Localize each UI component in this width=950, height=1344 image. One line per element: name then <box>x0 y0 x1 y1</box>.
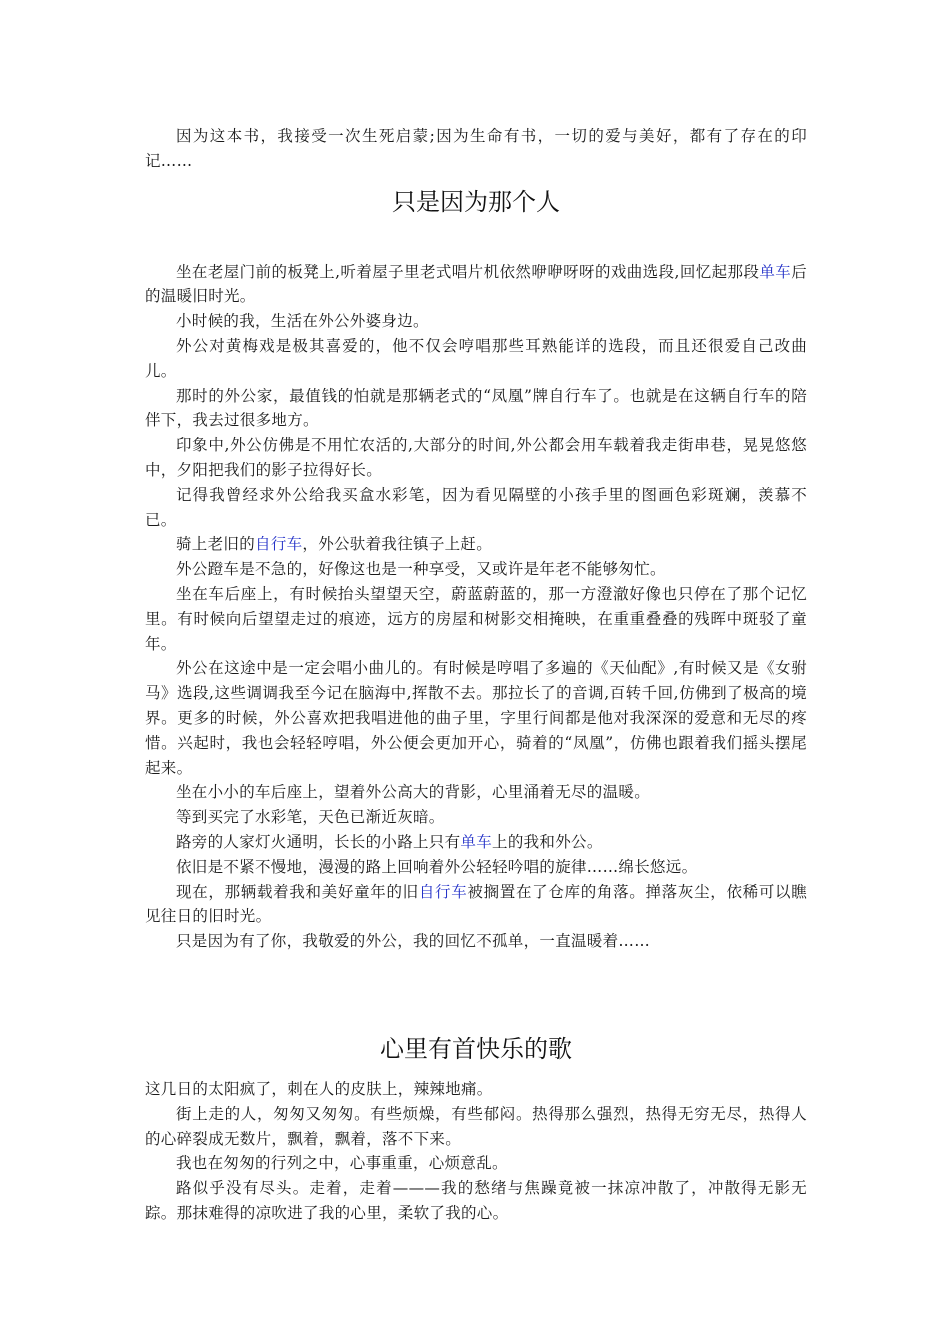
paragraph-text: 记得我曾经求外公给我买盒水彩笔，因为看见隔壁的小孩手里的图画色彩斑斓，羡慕不已。 <box>145 485 807 529</box>
paragraph-text: 外公蹬车是不急的，好像这也是一种享受，又或许是年老不能够匆忙。 <box>176 560 666 579</box>
paragraph <box>145 830 807 855</box>
document-page <box>145 124 807 1226</box>
paragraph-text: 那时的外公家，最值钱的怕就是那辆老式的“凤凰”牌自行车了。也就是在这辆自行车的陪伴下，我去过很多地方。 <box>145 386 807 430</box>
paragraph <box>145 532 807 557</box>
paragraph-text: 被搁置在了仓库的角落。掸落灰尘，依稀可以瞧见往日的旧时光。 <box>145 882 807 926</box>
paragraph-text: 骑上老旧的 <box>176 535 256 554</box>
paragraph <box>145 656 807 780</box>
paragraph: 我也在匆匆的行列之中，心事重重，心烦意乱。 <box>176 1154 508 1173</box>
paragraph-text: 印象中,外公仿佛是不用忙农活的,大部分的时间,外公都会用车载着我走街串巷，晃晃悠悠中，夕阳把我们的影子拉得好长。 <box>145 436 807 479</box>
paragraph-text: ，外公驮着我往镇子上赶。 <box>302 535 493 554</box>
paragraph <box>145 433 807 483</box>
article-title-1: 只是因为那个人 <box>392 187 560 216</box>
paragraph-text: 小时候的我，生活在外公外婆身边。 <box>176 312 429 331</box>
paragraph <box>145 483 807 533</box>
intro-paragraph: 因为这本书，我接受一次生死启蒙;因为生命有书，一切的爱与美好，都有了存在的印记…… <box>145 127 807 170</box>
paragraph-text: 路旁的人家灯火通明，长长的小路上只有 <box>176 832 461 851</box>
keyword-link[interactable]: 单车 <box>460 832 493 851</box>
article-body-2 <box>145 1077 807 1226</box>
paragraph-text: 依旧是不紧不慢地，漫漫的路上回响着外公轻轻吟唱的旋律……绵长悠远。 <box>176 857 698 876</box>
paragraph-text: 坐在车后座上，有时候抬头望望天空，蔚蓝蔚蓝的，那一方澄澈好像也只停在了那个记忆里。有时候向后望望走过的痕迹，远方的房屋和树影交相掩映，在重重叠叠的残晖中斑驳了童年。 <box>145 584 807 653</box>
paragraph <box>145 880 807 930</box>
paragraph <box>145 384 807 434</box>
paragraph <box>145 334 807 384</box>
paragraph-text: 只是因为有了你，我敬爱的外公，我的回忆不孤单，一直温暖着…… <box>176 932 651 951</box>
paragraph <box>145 929 807 954</box>
paragraph <box>145 557 807 582</box>
paragraph-text: 坐在老屋门前的板凳上,听着屋子里老式唱片机依然咿咿呀呀的戏曲选段,回忆起那段 <box>176 262 760 281</box>
paragraph-text: 上的我和外公。 <box>492 832 603 851</box>
paragraph-text: 坐在小小的车后座上，望着外公高大的背影，心里涌着无尽的温暖。 <box>176 783 651 802</box>
keyword-link[interactable]: 自行车 <box>418 882 468 901</box>
paragraph <box>145 582 807 656</box>
paragraph <box>145 855 807 880</box>
article-body-1 <box>145 260 807 954</box>
paragraph <box>145 260 807 310</box>
paragraph: 街上走的人，匆匆又匆匆。有些烦燥，有些郁闷。热得那么强烈，热得无穷无尽，热得人的心碎裂成无数片，飘着，飘着，落不下来。 <box>145 1104 807 1148</box>
paragraph-text: 现在，那辆载着我和美好童年的旧 <box>176 882 419 901</box>
article-title-2: 心里有首快乐的歌 <box>380 1034 572 1063</box>
paragraph: 这几日的太阳疯了，刺在人的皮肤上，辣辣地痛。 <box>145 1079 493 1098</box>
paragraph-text: 等到买完了水彩笔，天色已渐近灰暗。 <box>176 808 445 827</box>
keyword-link[interactable]: 单车 <box>759 262 792 281</box>
paragraph-text: 外公在这途中是一定会唱小曲儿的。有时候是哼唱了多遍的《天仙配》,有时候又是《女驸马》选段,这些调调我至今记在脑海中,挥散不去。那拉长了的音调,百转千回,仿佛到了极高的境界。更多的时候，外公喜欢把我唱进他的曲子里，字里行间都是他对我深深的爱意和无尽的疼惜。兴起时，我也会轻轻哼唱，外公便会更加开心，骑着的“凤凰”，仿佛也跟着我们摇头摆尾起来。 <box>145 659 807 777</box>
paragraph-text: 外公对黄梅戏是极其喜爱的，他不仅会哼唱那些耳熟能详的选段，而且还很爱自己改曲儿。 <box>145 336 807 380</box>
paragraph <box>145 780 807 805</box>
section-gap <box>145 954 807 1029</box>
paragraph-text: 后的温暖旧时光。 <box>145 262 807 306</box>
keyword-link[interactable]: 自行车 <box>255 535 303 554</box>
paragraph: 路似乎没有尽头。走着，走着———我的愁绪与焦躁竟被一抹凉冲散了，冲散得无影无踪。那抹难得的凉吹进了我的心里，柔软了我的心。 <box>145 1179 807 1222</box>
paragraph <box>145 805 807 830</box>
paragraph <box>145 309 807 334</box>
